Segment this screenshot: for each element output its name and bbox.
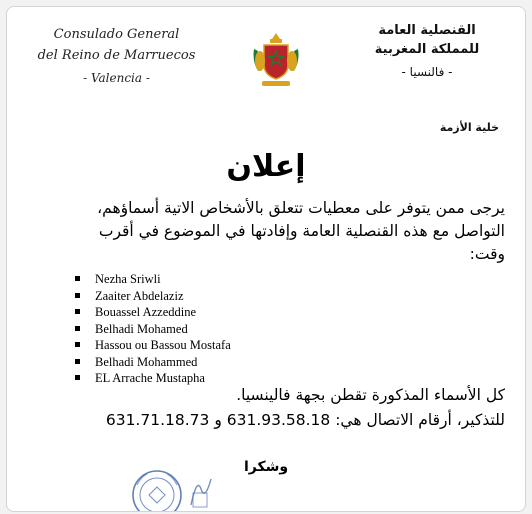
closing-paragraph xyxy=(65,383,505,433)
signature-mark-icon xyxy=(187,471,215,511)
bullet-icon xyxy=(75,293,80,298)
person-name: Bouassel Azzeddine xyxy=(95,305,197,319)
person-name: Belhadi Mohammed xyxy=(95,354,198,369)
list-item xyxy=(75,304,231,321)
list-item xyxy=(75,321,231,338)
bullet-icon xyxy=(75,375,80,380)
person-name: Belhadi Mohamed xyxy=(95,321,188,336)
bullet-icon xyxy=(75,359,80,364)
moroccan-coat-of-arms-icon xyxy=(250,31,302,89)
closing-line1: كل الأسماء المذكورة تقطن بجهة فالينسيا. xyxy=(236,386,505,404)
announcement-title: إعلان xyxy=(226,149,306,184)
consulate-stamp-icon xyxy=(127,465,187,511)
person-name: Nezha Sriwli xyxy=(95,272,161,286)
list-item xyxy=(75,354,231,371)
header-french xyxy=(29,27,204,85)
list-item xyxy=(75,337,231,354)
person-name: Zaaiter Abdelaziz xyxy=(95,288,184,303)
header-arabic xyxy=(347,23,507,79)
header-ar-line3: - فالنسيا - xyxy=(401,65,453,79)
bullet-icon xyxy=(75,309,80,314)
header-fr-line3: - Valencia - xyxy=(83,71,150,85)
thanks-signoff: وشكرا xyxy=(243,459,289,475)
header-ar-line2: للمملكة المغربية xyxy=(374,42,480,57)
bullet-icon xyxy=(75,342,80,347)
list-item xyxy=(75,288,231,305)
person-name: Hassou ou Bassou Mostafa xyxy=(95,338,231,352)
document-page xyxy=(6,6,526,512)
person-name: EL Arrache Mustapha xyxy=(95,371,205,385)
intro-paragraph: يرجى ممن يتوفر على معطيات تتعلق بالأشخاص الاتية أسماؤهم، التواصل مع هذه القنصلية العامة وإفادتها في الموضوع في أقرب وقت: xyxy=(97,199,505,263)
people-list xyxy=(75,271,231,387)
list-item xyxy=(75,271,231,288)
closing-line2: للتذكير، أرقام الاتصال هي: 631.93.58.18 و 631.71.18.73 xyxy=(105,411,505,429)
header-ar-line1: القنصلية العامة xyxy=(378,23,476,38)
header-fr-line2: del Reino de Marruecos xyxy=(37,48,196,63)
crisis-unit-label: خلية الأزمة xyxy=(439,121,499,134)
bullet-icon xyxy=(75,276,80,281)
header-fr-line1: Consulado General xyxy=(53,27,180,42)
bullet-icon xyxy=(75,326,80,331)
